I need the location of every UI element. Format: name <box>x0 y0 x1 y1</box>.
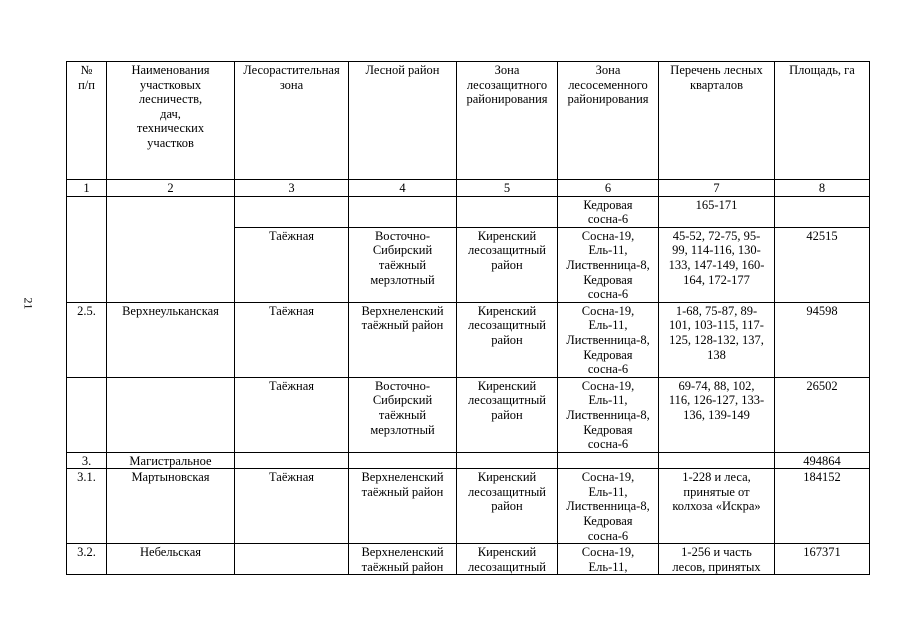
cell-area <box>775 196 870 227</box>
column-number: 3 <box>235 180 349 197</box>
header-cell-forest-district: Лесной район <box>349 62 457 180</box>
cell-area: 26502 <box>775 377 870 452</box>
cell-name: Небельская <box>107 544 235 575</box>
column-number: 6 <box>558 180 659 197</box>
table-row <box>67 452 870 469</box>
cell-name: Магистральное <box>107 452 235 469</box>
cell-quarters: 69-74, 88, 102, 116, 126-127, 133- 136, 139-149 <box>659 377 775 452</box>
cell-number <box>67 377 107 452</box>
cell-quarters: 165-171 <box>659 196 775 227</box>
cell-quarters: 1-68, 75-87, 89- 101, 103-115, 117- 125, 128-132, 137, 138 <box>659 302 775 377</box>
cell-protection: Киренский лесозащитный район <box>457 302 558 377</box>
column-number: 7 <box>659 180 775 197</box>
cell-zone <box>235 544 349 575</box>
header-cell-number: № п/п <box>67 62 107 180</box>
table-header-row <box>67 62 870 180</box>
cell-zone: Таёжная <box>235 377 349 452</box>
header-cell-quarters: Перечень лесных кварталов <box>659 62 775 180</box>
table-row <box>67 196 870 227</box>
cell-district: Верхнеленский таёжный район <box>349 544 457 575</box>
page-number: 21 <box>21 297 36 310</box>
cell-seed: Сосна-19, Ель-11, Лиственница-8, Кедровая сосна-6 <box>558 469 659 544</box>
forest-districts-table <box>66 61 870 575</box>
header-cell-area: Площадь, га <box>775 62 870 180</box>
cell-seed: Сосна-19, Ель-11, Лиственница-8, Кедровая сосна-6 <box>558 302 659 377</box>
column-number: 1 <box>67 180 107 197</box>
cell-quarters <box>659 452 775 469</box>
cell-district: Восточно- Сибирский таёжный мерзлотный <box>349 377 457 452</box>
cell-quarters: 1-228 и леса, принятые от колхоза «Искра» <box>659 469 775 544</box>
cell-protection: Киренский лесозащитный <box>457 544 558 575</box>
cell-name: Мартыновская <box>107 469 235 544</box>
cell-number: 3.1. <box>67 469 107 544</box>
cell-protection <box>457 452 558 469</box>
cell-zone: Таёжная <box>235 227 349 302</box>
cell-zone: Таёжная <box>235 469 349 544</box>
column-number: 4 <box>349 180 457 197</box>
header-cell-name: Наименования участковых лесничеств, дач, технических участков <box>107 62 235 180</box>
cell-district: Восточно- Сибирский таёжный мерзлотный <box>349 227 457 302</box>
header-cell-vegetation-zone: Лесорастительная зона <box>235 62 349 180</box>
cell-number: 3. <box>67 452 107 469</box>
cell-quarters: 45-52, 72-75, 95- 99, 114-116, 130- 133, 147-149, 160- 164, 172-177 <box>659 227 775 302</box>
column-number: 2 <box>107 180 235 197</box>
cell-zone <box>235 196 349 227</box>
cell-seed <box>558 452 659 469</box>
cell-number <box>67 196 107 302</box>
cell-name <box>107 196 235 302</box>
table-row <box>67 469 870 544</box>
cell-seed: Кедровая сосна-6 <box>558 196 659 227</box>
cell-zone <box>235 452 349 469</box>
cell-seed: Сосна-19, Ель-11, Лиственница-8, Кедровая сосна-6 <box>558 227 659 302</box>
cell-protection <box>457 196 558 227</box>
cell-area: 42515 <box>775 227 870 302</box>
cell-number: 2.5. <box>67 302 107 377</box>
cell-seed: Сосна-19, Ель-11, Лиственница-8, Кедровая сосна-6 <box>558 377 659 452</box>
cell-district <box>349 196 457 227</box>
cell-quarters: 1-256 и часть лесов, принятых <box>659 544 775 575</box>
table-row <box>67 377 870 452</box>
column-number: 8 <box>775 180 870 197</box>
cell-number: 3.2. <box>67 544 107 575</box>
cell-protection: Киренский лесозащитный район <box>457 377 558 452</box>
header-cell-protection-zone: Зона лесозащитного районирования <box>457 62 558 180</box>
header-cell-seed-zone: Зона лесосеменного районирования <box>558 62 659 180</box>
cell-area: 184152 <box>775 469 870 544</box>
cell-protection: Киренский лесозащитный район <box>457 227 558 302</box>
column-number: 5 <box>457 180 558 197</box>
cell-area: 167371 <box>775 544 870 575</box>
cell-name: Верхнеульканская <box>107 302 235 377</box>
table-row <box>67 302 870 377</box>
cell-seed: Сосна-19, Ель-11, <box>558 544 659 575</box>
cell-area: 94598 <box>775 302 870 377</box>
cell-protection: Киренский лесозащитный район <box>457 469 558 544</box>
cell-area: 494864 <box>775 452 870 469</box>
cell-district: Верхнеленский таёжный район <box>349 302 457 377</box>
cell-name <box>107 377 235 452</box>
cell-district <box>349 452 457 469</box>
table-row <box>67 544 870 575</box>
cell-district: Верхнеленский таёжный район <box>349 469 457 544</box>
column-number-row <box>67 180 870 197</box>
cell-zone: Таёжная <box>235 302 349 377</box>
